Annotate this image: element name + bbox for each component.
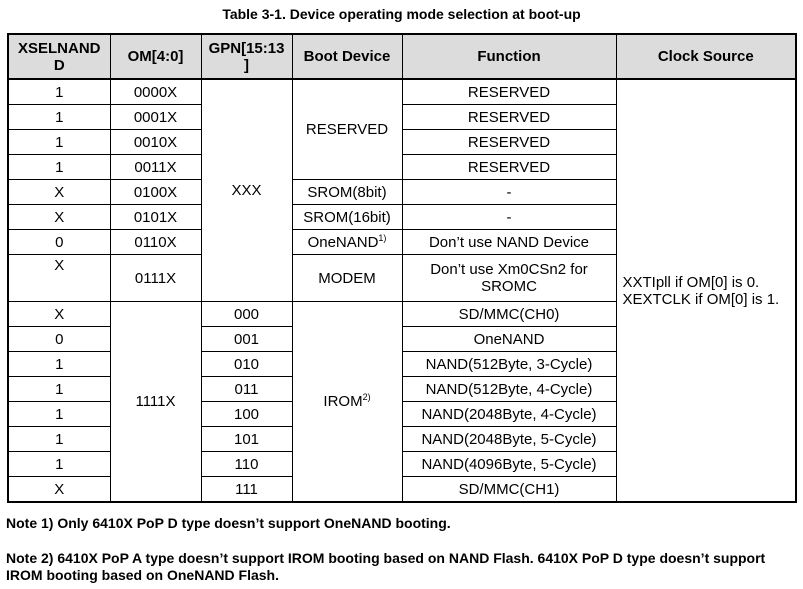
clock-source-line2: XEXTCLK if OM[0] is 1.	[622, 290, 780, 308]
xsel-cell: 1	[8, 402, 110, 427]
om-cell: 0101X	[110, 205, 201, 230]
xsel-cell: 0	[8, 230, 110, 255]
gpn-cell: 011	[201, 377, 292, 402]
function-cell: OneNAND	[402, 327, 616, 352]
boot-device-cell: SROM(16bit)	[292, 205, 402, 230]
function-cell: NAND(512Byte, 3-Cycle)	[402, 352, 616, 377]
om-cell: 0110X	[110, 230, 201, 255]
header-clock-source: Clock Source	[616, 34, 796, 79]
gpn-cell: 100	[201, 402, 292, 427]
function-cell: -	[402, 205, 616, 230]
gpn-cell: 010	[201, 352, 292, 377]
boot-mode-table	[7, 33, 797, 503]
function-cell: NAND(2048Byte, 4-Cycle)	[402, 402, 616, 427]
header-om: OM[4:0]	[110, 34, 201, 79]
boot-irom-cell	[292, 302, 402, 503]
function-cell: -	[402, 180, 616, 205]
function-cell: RESERVED	[402, 105, 616, 130]
om-cell: 0011X	[110, 155, 201, 180]
xsel-cell: 1	[8, 352, 110, 377]
footnote-ref: 1)	[378, 232, 387, 243]
header-gpn: GPN[15:13 ]	[201, 34, 292, 79]
function-cell: SD/MMC(CH1)	[402, 477, 616, 503]
boot-irom-label: IROM	[323, 393, 363, 410]
xsel-cell: X	[8, 477, 110, 503]
om-1111x-cell: 1111X	[110, 302, 201, 503]
boot-reserved-cell: RESERVED	[292, 79, 402, 180]
gpn-cell: 111	[201, 477, 292, 503]
xsel-cell: X	[8, 302, 110, 327]
table-row	[8, 79, 796, 105]
function-cell: RESERVED	[402, 130, 616, 155]
header-boot-device: Boot Device	[292, 34, 402, 79]
xsel-cell: 1	[8, 130, 110, 155]
function-cell: SD/MMC(CH0)	[402, 302, 616, 327]
gpn-cell: 001	[201, 327, 292, 352]
boot-device-cell: SROM(8bit)	[292, 180, 402, 205]
header-row	[8, 34, 796, 79]
boot-device-cell: MODEM	[292, 255, 402, 302]
xsel-cell: X	[8, 255, 110, 302]
om-cell: 0111X	[110, 255, 201, 302]
boot-device-cell	[292, 230, 402, 255]
om-cell: 0010X	[110, 130, 201, 155]
om-cell: 0000X	[110, 79, 201, 105]
gpn-xxx-cell: XXX	[201, 79, 292, 302]
function-cell: Don’t use NAND Device	[402, 230, 616, 255]
xsel-cell: 1	[8, 105, 110, 130]
clock-source-cell	[616, 79, 796, 502]
om-cell: 0100X	[110, 180, 201, 205]
function-cell: Don’t use Xm0CSn2 for SROMC	[402, 255, 616, 302]
header-function: Function	[402, 34, 616, 79]
function-cell: NAND(4096Byte, 5-Cycle)	[402, 452, 616, 477]
function-cell: NAND(2048Byte, 5-Cycle)	[402, 427, 616, 452]
om-cell: 0001X	[110, 105, 201, 130]
gpn-cell: 101	[201, 427, 292, 452]
xsel-cell: 1	[8, 452, 110, 477]
gpn-cell: 000	[201, 302, 292, 327]
header-xselnand: XSELNAND D	[8, 34, 110, 79]
function-cell: RESERVED	[402, 79, 616, 105]
table-caption: Table 3-1. Device operating mode selection at boot-up	[222, 6, 581, 22]
xsel-cell: 1	[8, 427, 110, 452]
xsel-cell: X	[8, 205, 110, 230]
note-1: Note 1) Only 6410X PoP D type doesn’t support OneNAND booting.	[6, 515, 451, 531]
xsel-cell: 1	[8, 377, 110, 402]
xsel-cell: 0	[8, 327, 110, 352]
function-cell: NAND(512Byte, 4-Cycle)	[402, 377, 616, 402]
xsel-cell: X	[8, 180, 110, 205]
gpn-cell: 110	[201, 452, 292, 477]
clock-source-line1: XXTIpll if OM[0] is 0.	[622, 273, 760, 291]
boot-device-label: OneNAND	[307, 233, 379, 251]
note-2: Note 2) 6410X PoP A type doesn’t support IROM booting based on NAND Flash. 6410X PoP D type doesn’t support IROM booting based on OneNAND Flash.	[6, 550, 766, 583]
function-cell: RESERVED	[402, 155, 616, 180]
xsel-cell: 1	[8, 79, 110, 105]
footnote-ref: 2)	[362, 392, 371, 402]
xsel-cell: 1	[8, 155, 110, 180]
